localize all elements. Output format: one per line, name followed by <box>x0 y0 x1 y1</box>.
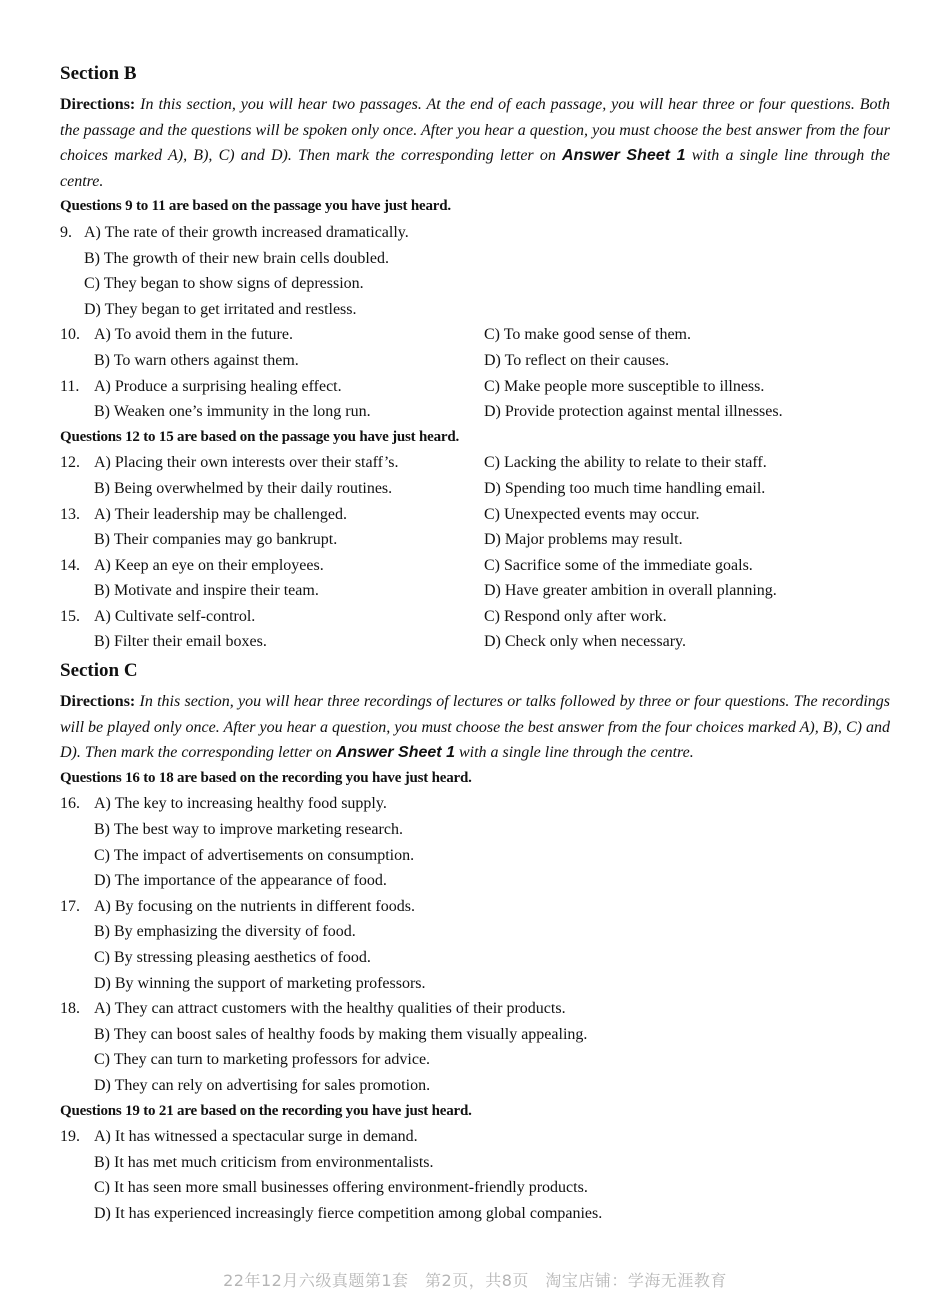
question-15 <box>60 604 890 655</box>
option-c: C) Make people more susceptible to illness. <box>484 377 765 395</box>
question-number: 16. <box>60 795 80 813</box>
question-18 <box>60 996 890 1098</box>
option-c: C) To make good sense of them. <box>484 326 691 344</box>
option-b: B) Being overwhelmed by their daily routines. <box>94 479 393 497</box>
option-d: D) They began to get irritated and restless. <box>84 300 357 318</box>
question-number: 9. <box>60 223 72 241</box>
question-14 <box>60 553 890 604</box>
question-13 <box>60 502 890 553</box>
option-c: C) They began to show signs of depression. <box>84 275 364 293</box>
option-a: A) Placing their own interests over their staff’s. <box>94 454 399 472</box>
option-d: D) Provide protection against mental illnesses. <box>484 403 783 421</box>
option-a: A) The key to increasing healthy food supply. <box>94 795 387 813</box>
option-b: B) Weaken one’s immunity in the long run. <box>94 403 371 421</box>
option-c: C) They can turn to marketing professors for advice. <box>94 1051 431 1069</box>
answer-sheet-label: Answer Sheet 1 <box>335 744 455 762</box>
section-b-directions <box>60 92 890 194</box>
question-group-heading: Questions 9 to 11 are based on the passage you have just heard. <box>60 198 451 215</box>
question-number: 14. <box>60 556 80 574</box>
option-b: B) By emphasizing the diversity of food. <box>94 923 356 941</box>
option-b: B) The growth of their new brain cells doubled. <box>84 249 389 267</box>
option-b: B) Motivate and inspire their team. <box>94 582 319 600</box>
option-a: A) Keep an eye on their employees. <box>94 556 324 574</box>
question-number: 19. <box>60 1128 80 1146</box>
option-d: D) It has experienced increasingly fierce competition among global companies. <box>94 1204 603 1222</box>
question-number: 17. <box>60 897 80 915</box>
question-number: 13. <box>60 505 80 523</box>
option-c: C) Lacking the ability to relate to their staff. <box>484 454 767 472</box>
option-d: D) Spending too much time handling email. <box>484 479 766 497</box>
question-group-heading: Questions 19 to 21 are based on the recording you have just heard. <box>60 1102 472 1119</box>
option-c: C) Respond only after work. <box>484 607 667 625</box>
question-17 <box>60 894 890 996</box>
directions-text: In this section, you will hear three recordings of lectures or talks followed by three or four questions. The recordings will be played only once. After you hear a question, you must choose the best answer from the four choices marked A), B), C) and D). Then mark the corresponding letter on <box>60 693 890 762</box>
question-12 <box>60 450 890 501</box>
question-number: 12. <box>60 454 80 472</box>
option-d: D) They can rely on advertising for sales promotion. <box>94 1076 431 1094</box>
option-a: A) By focusing on the nutrients in different foods. <box>94 897 415 915</box>
directions-text-end: with a single line through the centre. <box>60 147 891 190</box>
option-c: C) The impact of advertisements on consumption. <box>94 846 415 864</box>
option-c: C) It has seen more small businesses offering environment-friendly products. <box>94 1179 588 1197</box>
option-a: A) To avoid them in the future. <box>94 326 293 344</box>
option-c: C) Sacrifice some of the immediate goals. <box>484 556 753 574</box>
option-b: B) To warn others against them. <box>94 351 299 369</box>
option-b: B) Their companies may go bankrupt. <box>94 531 338 549</box>
option-d: D) Major problems may result. <box>484 531 683 549</box>
option-a: A) Produce a surprising healing effect. <box>94 377 342 395</box>
option-c: C) Unexpected events may occur. <box>484 505 700 523</box>
option-d: D) The importance of the appearance of food. <box>94 872 387 890</box>
section-c-directions <box>60 689 890 766</box>
option-b: B) It has met much criticism from environmentalists. <box>94 1153 434 1171</box>
option-a: A) They can attract customers with the healthy qualities of their products. <box>94 1000 566 1018</box>
question-10 <box>60 322 890 373</box>
directions-label: Directions: <box>60 693 136 711</box>
option-d: D) To reflect on their causes. <box>484 351 670 369</box>
option-b: B) The best way to improve marketing research. <box>94 821 403 839</box>
question-19 <box>60 1124 890 1226</box>
question-11 <box>60 374 890 425</box>
option-b: B) Filter their email boxes. <box>94 633 267 651</box>
question-group-heading: Questions 12 to 15 are based on the passage you have just heard. <box>60 428 460 445</box>
directions-text-end: with a single line through the centre. <box>454 744 694 762</box>
option-c: C) By stressing pleasing aesthetics of food. <box>94 949 371 966</box>
question-number: 15. <box>60 607 80 625</box>
page-footer-watermark: 22年12月六级真题第1套 第2页，共8页 淘宝店铺：学海无涯教育 <box>223 1271 727 1290</box>
question-number: 18. <box>60 1000 80 1018</box>
directions-text: In this section, you will hear two passages. At the end of each passage, you will hear three or four questions. Both the passage and the questions will be spoken only once. After you hear a question, you must choose the best answer from the four choices marked A), B), C) and D). Then mark the corresponding letter on <box>60 96 890 165</box>
question-number: 10. <box>60 326 80 344</box>
question-9 <box>60 220 890 322</box>
option-d: D) Have greater ambition in overall planning. <box>484 582 777 600</box>
option-a: A) Their leadership may be challenged. <box>94 505 347 523</box>
answer-sheet-label: Answer Sheet 1 <box>562 147 686 165</box>
option-a: A) Cultivate self-control. <box>94 607 256 625</box>
question-group-heading: Questions 16 to 18 are based on the recording you have just heard. <box>60 769 472 786</box>
question-number: 11. <box>60 377 80 395</box>
section-c-title: Section C <box>60 660 138 682</box>
option-a: A) The rate of their growth increased dramatically. <box>84 223 409 241</box>
option-b: B) They can boost sales of healthy foods by making them visually appealing. <box>94 1025 588 1043</box>
option-d: D) By winning the support of marketing professors. <box>94 974 426 992</box>
directions-label: Directions: <box>60 96 136 113</box>
option-a: A) It has witnessed a spectacular surge in demand. <box>94 1128 418 1146</box>
section-b-title: Section B <box>60 63 137 84</box>
question-16 <box>60 791 890 893</box>
option-d: D) Check only when necessary. <box>484 633 687 651</box>
